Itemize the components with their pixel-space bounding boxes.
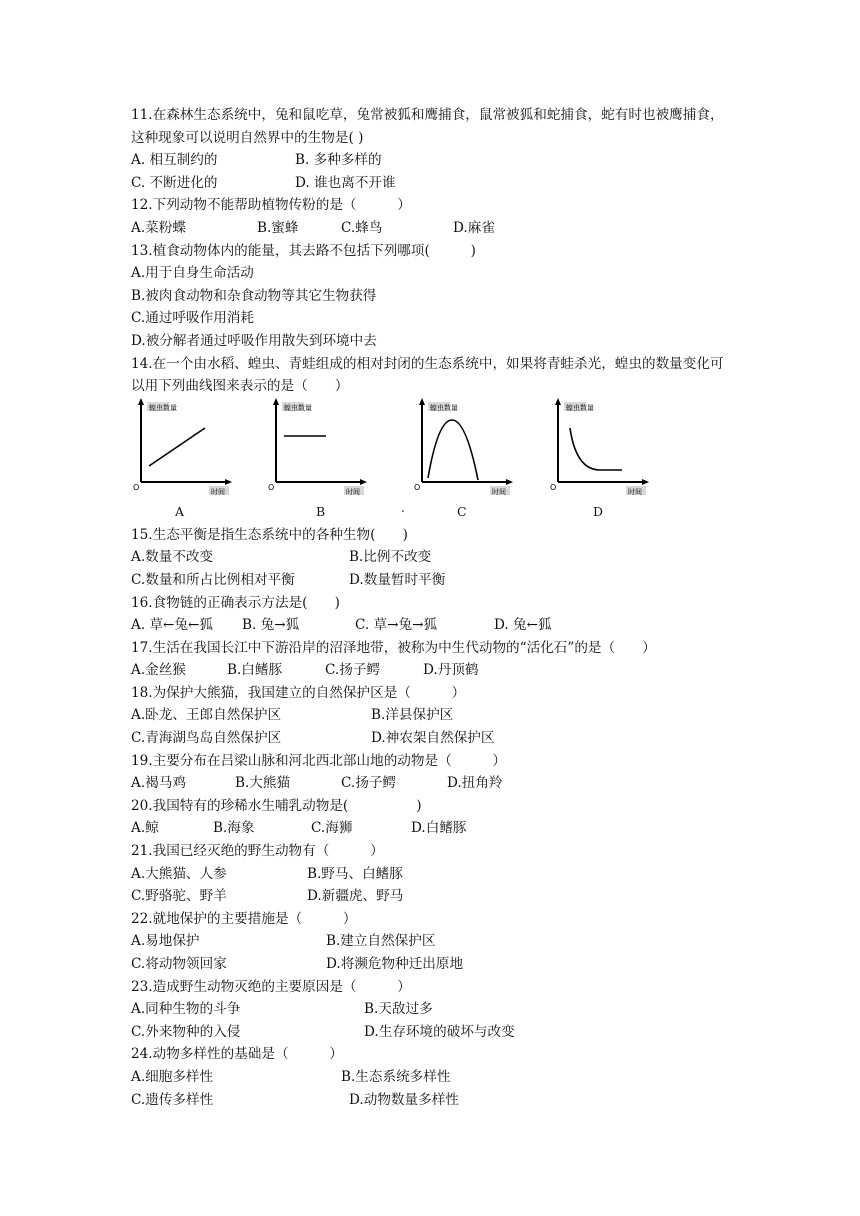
question-22-options-row2 [131,953,741,976]
option: C.遗传多样性 [131,1091,214,1108]
ylabel: 蝗虫数量 [430,403,458,412]
option: B. 兔→狐 [242,617,300,634]
origin-label: O [133,482,140,492]
question-21-stem: 21.我国已经灭绝的野生动物有（ ） [131,843,384,860]
option: D.麻雀 [453,219,495,236]
question-22-options-row1 [131,930,741,953]
option: C. 草→兔→狐 [355,617,438,634]
xlabel: 时间 [628,487,642,496]
question-12-options [131,217,741,240]
option: D.丹顶鹤 [423,662,479,679]
option: B.海象 [213,820,255,837]
question-23-stem: 23.造成野生动物灭绝的主要原因是（ ） [131,978,411,995]
question-19-options [131,772,741,795]
y-axis-arrow [138,398,144,405]
x-axis-arrow [225,479,232,485]
option: A. 草←兔←狐 [131,617,214,634]
origin-label: O [550,482,557,492]
option: D.白鳍豚 [411,820,467,837]
curve-chart-a [133,398,233,519]
curve [149,428,205,466]
option: B.蜜蜂 [257,219,299,236]
option: B.白鳍豚 [227,662,283,679]
question-23-options-row1 [131,998,741,1021]
question-14-charts [131,398,741,524]
xlabel: 时间 [346,487,360,496]
option: C.数量和所占比例相对平衡 [131,571,295,588]
option: B.洋县保护区 [371,707,454,724]
option: B.比例不改变 [349,549,432,566]
curve [428,420,478,480]
question-11-options-row2 [131,172,741,195]
option: B.建立自然保护区 [326,933,436,950]
option: D.动物数量多样性 [349,1091,459,1108]
question-17-options [131,659,741,682]
option: C.扬子鳄 [325,662,381,679]
chart-b-figure [268,398,368,498]
option: C.将动物领回家 [131,956,227,972]
question-15-options-row1 [131,546,741,569]
option: D.神农架自然保护区 [371,730,495,747]
chart-letter: D [593,503,604,519]
option: A.用于自身生命活动 [131,265,254,282]
chart-a-figure [133,398,233,498]
curve-chart-c [414,398,514,519]
question-20-options [131,817,741,840]
option: C.海狮 [311,820,353,837]
option: B.生态系统多样性 [341,1068,451,1085]
option: D.扭角羚 [447,775,503,792]
question-24-stem: 24.动物多样性的基础是（ ） [131,1046,343,1063]
option: D.数量暂时平衡 [349,571,446,588]
option: D.被分解者通过呼吸作用散失到环境中去 [131,332,377,349]
x-axis-arrow [506,479,513,485]
origin-label: O [268,482,275,492]
option: C.通过呼吸作用消耗 [131,310,254,327]
x-axis-arrow [642,479,649,485]
question-18-stem: 18.为保护大熊猫，我国建立的自然保护区是（ ） [131,684,466,701]
option: B.大熊猫 [235,775,291,792]
ylabel: 蝗虫数量 [149,403,177,412]
question-14-stem: 14.在一个由水稻、蝗虫、青蛙组成的相对封闭的生态系统中，如果将青蛙杀光，蝗虫的数量变化可以用下列曲线图来表示的是（ ） [131,355,724,395]
question-20-stem: 20.我国特有的珍稀水生哺乳动物是( ) [131,797,422,814]
option: C. 不断进化的 [131,174,218,191]
option: A.数量不改变 [131,549,214,566]
question-18-options-row2 [131,727,741,750]
option: C.扬子鳄 [341,775,397,792]
chart-d-figure [550,398,650,498]
option: A.菜粉蝶 [131,219,186,236]
option: A.同种生物的斗争 [131,1001,241,1018]
y-axis-arrow [419,398,425,405]
question-16-options [131,614,741,637]
xlabel: 时间 [211,487,225,496]
question-22-stem: 22.就地保护的主要措施是（ ） [131,910,357,927]
y-axis-arrow [555,398,561,405]
xlabel: 时间 [492,487,506,496]
option: B.被肉食动物和杂食动物等其它生物获得 [131,287,377,304]
option: A.金丝猴 [131,662,186,679]
question-16-stem: 16.食物链的正确表示方法是( ) [131,594,340,611]
origin-label: O [414,482,421,492]
chart-c-figure [414,398,514,498]
y-axis-arrow [273,398,279,405]
option: C.外来物种的入侵 [131,1023,241,1040]
stray-mark: . [401,500,405,515]
option: A.卧龙、王郎自然保护区 [131,707,282,724]
ylabel: 蝗虫数量 [566,403,594,412]
option: D.将濒危物种迁出原地 [326,956,464,972]
option: A.鲸 [131,820,159,837]
question-15-options-row2 [131,569,741,592]
option: B.野马、白鳍豚 [307,865,403,882]
option: B. 多种多样的 [295,152,382,169]
option: D.新疆虎、野马 [307,888,404,905]
question-13-stem: 13.植食动物体内的能量，其去路不包括下列哪项( ) [131,242,476,259]
option: B.天敌过多 [364,1001,433,1018]
option: A.细胞多样性 [131,1068,214,1085]
question-15-stem: 15.生态平衡是指生态系统中的各种生物( ) [131,526,408,543]
option: A.易地保护 [131,933,200,950]
option: D.生存环境的破坏与改变 [364,1023,515,1040]
chart-letter: B [316,503,326,519]
question-18-options-row1 [131,704,741,727]
question-24-options-row1 [131,1066,741,1089]
option: C.青海湖鸟岛自然保护区 [131,730,282,747]
question-12-stem: 12.下列动物不能帮助植物传粉的是（ ） [131,197,411,214]
curve-chart-d [550,398,650,519]
question-11-stem: 11.在森林生态系统中，兔和鼠吃草，兔常被狐和鹰捕食，鼠常被狐和蛇捕食，蛇有时也被鹰捕食，这种现象可以说明自然界中的生物是( ) [131,107,724,146]
question-21-options-row1 [131,863,741,886]
ylabel: 蝗虫数量 [284,403,312,412]
x-axis-arrow [360,479,367,485]
option: A.大熊猫、人参 [131,865,227,882]
question-21-options-row2 [131,885,741,908]
question-sheet [131,104,741,1111]
chart-letter: A [175,503,185,519]
option: D. 兔←狐 [494,617,552,634]
chart-letter: C [457,503,467,519]
question-11-options-row1 [131,149,741,172]
question-17-stem: 17.生活在我国长江中下游沿岸的沼泽地带，被称为中生代动物的“活化石”的是（ ） [131,639,656,656]
option: A.褐马鸡 [131,775,186,792]
question-23-options-row2 [131,1021,741,1044]
option: C.蜂鸟 [341,219,383,236]
option: C.野骆驼、野羊 [131,888,227,905]
curve-chart-b [268,398,368,519]
question-24-options-row2 [131,1089,741,1112]
question-19-stem: 19.主要分布在吕梁山脉和河北西北部山地的动物是（ ） [131,752,507,769]
curve [570,428,622,470]
option: A. 相互制约的 [131,152,218,169]
option: D. 谁也离不开谁 [295,174,396,191]
